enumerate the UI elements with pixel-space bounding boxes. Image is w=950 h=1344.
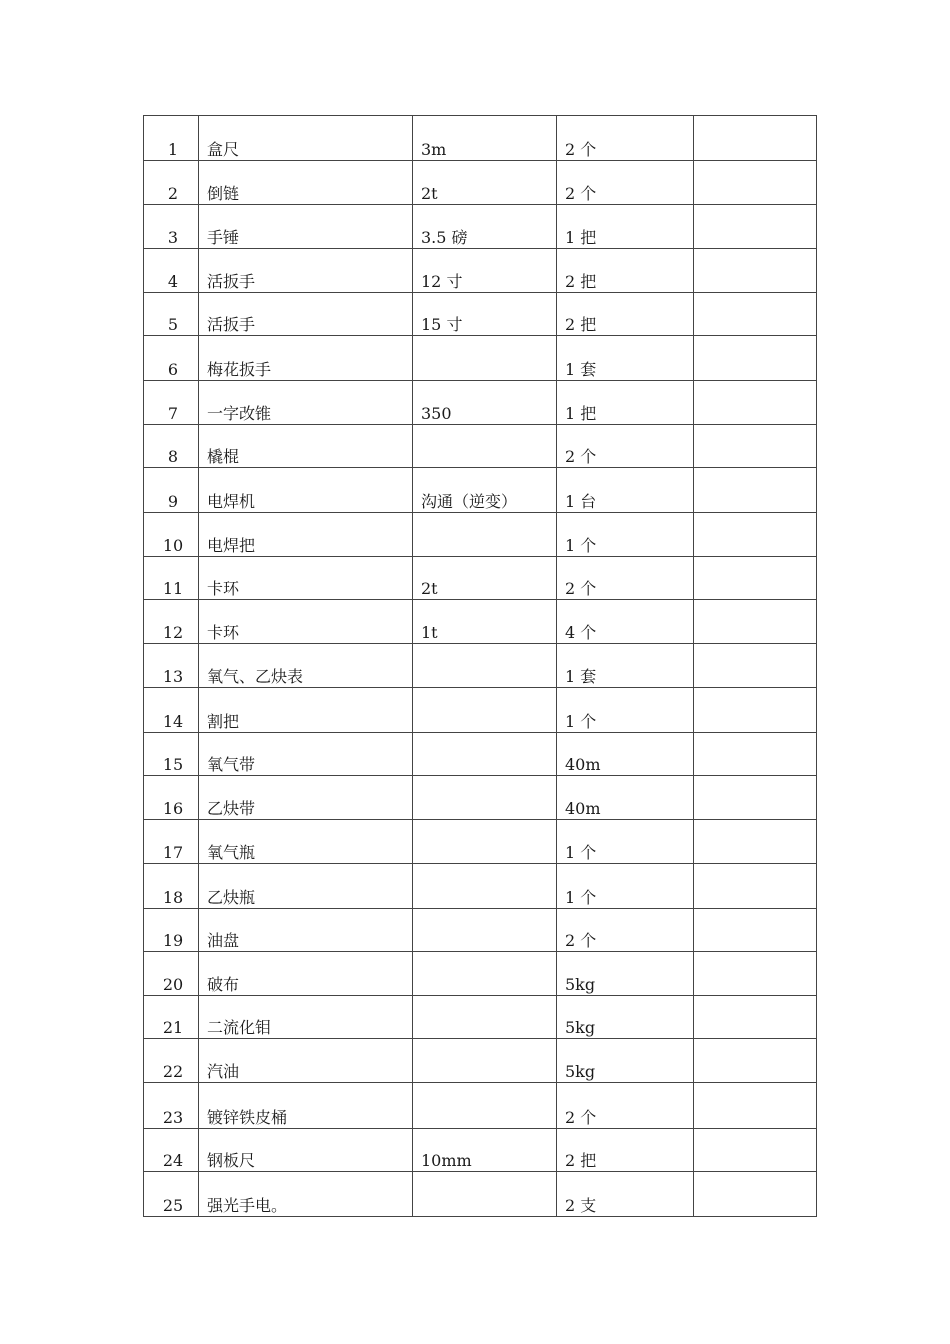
tool-name-cell bbox=[199, 688, 413, 733]
row-number-text: 7 bbox=[167, 404, 179, 423]
row-number-cell bbox=[144, 909, 199, 952]
tool-note-cell bbox=[694, 909, 817, 952]
tool-note-cell bbox=[694, 116, 817, 161]
row-number-cell bbox=[144, 293, 199, 336]
table-row bbox=[144, 1039, 817, 1083]
tool-spec-cell bbox=[413, 468, 557, 513]
tool-quantity-text: 2 个 bbox=[565, 140, 597, 159]
tool-spec-cell bbox=[413, 996, 557, 1039]
tool-name-cell bbox=[199, 249, 413, 293]
tool-quantity-cell bbox=[557, 688, 694, 733]
tool-name-cell bbox=[199, 644, 413, 688]
tool-quantity-text: 1 个 bbox=[565, 712, 597, 731]
tool-note-cell bbox=[694, 381, 817, 425]
tool-quantity-cell bbox=[557, 336, 694, 381]
tool-spec-cell bbox=[413, 293, 557, 336]
tool-spec-text: 350 bbox=[421, 404, 452, 423]
tool-note-cell bbox=[694, 249, 817, 293]
row-number-cell bbox=[144, 688, 199, 733]
row-number-cell bbox=[144, 381, 199, 425]
tool-name-text: 一字改锥 bbox=[207, 404, 272, 423]
tool-name-cell bbox=[199, 425, 413, 468]
tool-name-text: 乙炔瓶 bbox=[207, 888, 256, 907]
tool-name-text: 橇棍 bbox=[207, 447, 240, 466]
row-number-cell bbox=[144, 820, 199, 864]
tool-name-text: 氧气带 bbox=[207, 755, 256, 774]
tool-name-text: 活扳手 bbox=[207, 315, 256, 334]
row-number-text: 16 bbox=[162, 799, 184, 818]
tool-quantity-text: 2 个 bbox=[565, 579, 597, 598]
tool-spec-cell bbox=[413, 1129, 557, 1172]
tool-quantity-cell bbox=[557, 600, 694, 644]
table-row bbox=[144, 820, 817, 864]
tool-quantity-text: 1 套 bbox=[565, 667, 597, 686]
tool-name-cell bbox=[199, 600, 413, 644]
tool-spec-cell bbox=[413, 249, 557, 293]
tool-spec-text: 2t bbox=[421, 184, 438, 203]
tool-name-text: 汽油 bbox=[207, 1062, 240, 1081]
row-number-text: 6 bbox=[167, 360, 179, 379]
tool-quantity-text: 40m bbox=[565, 799, 601, 818]
tool-quantity-cell bbox=[557, 820, 694, 864]
tool-name-text: 油盘 bbox=[207, 931, 240, 950]
tool-spec-text: 12 寸 bbox=[421, 272, 463, 291]
row-number-text: 21 bbox=[162, 1018, 184, 1037]
tool-note-cell bbox=[694, 336, 817, 381]
row-number-cell bbox=[144, 733, 199, 776]
table-row bbox=[144, 644, 817, 688]
tool-quantity-text: 5kg bbox=[565, 1062, 596, 1081]
table-row bbox=[144, 688, 817, 733]
tool-name-text: 二流化钼 bbox=[207, 1018, 272, 1037]
tool-name-text: 强光手电。 bbox=[207, 1196, 288, 1215]
tool-spec-cell bbox=[413, 909, 557, 952]
tool-name-cell bbox=[199, 820, 413, 864]
tool-name-cell bbox=[199, 381, 413, 425]
tool-name-text: 乙炔带 bbox=[207, 799, 256, 818]
tool-note-cell bbox=[694, 293, 817, 336]
tool-name-cell bbox=[199, 557, 413, 600]
tool-quantity-text: 1 台 bbox=[565, 492, 597, 511]
tool-quantity-text: 5kg bbox=[565, 1018, 596, 1037]
row-number-cell bbox=[144, 249, 199, 293]
tool-quantity-text: 1 把 bbox=[565, 228, 597, 247]
row-number-text: 4 bbox=[167, 272, 179, 291]
tool-name-text: 破布 bbox=[207, 975, 240, 994]
tool-name-text: 氧气瓶 bbox=[207, 843, 256, 862]
row-number-text: 8 bbox=[167, 447, 179, 466]
tool-note-cell bbox=[694, 1039, 817, 1083]
row-number-cell bbox=[144, 1172, 199, 1217]
row-number-text: 5 bbox=[167, 315, 179, 334]
tool-note-cell bbox=[694, 161, 817, 205]
table-row bbox=[144, 557, 817, 600]
row-number-cell bbox=[144, 864, 199, 909]
row-number-text: 17 bbox=[162, 843, 184, 862]
table-row bbox=[144, 996, 817, 1039]
tool-quantity-cell bbox=[557, 996, 694, 1039]
tool-spec-text: 10mm bbox=[421, 1151, 472, 1170]
tool-name-text: 电焊把 bbox=[207, 536, 256, 555]
tool-spec-text: 1t bbox=[421, 623, 438, 642]
row-number-text: 22 bbox=[162, 1062, 184, 1081]
table-row bbox=[144, 249, 817, 293]
row-number-cell bbox=[144, 513, 199, 557]
tool-name-cell bbox=[199, 1172, 413, 1217]
tool-spec-cell bbox=[413, 336, 557, 381]
tool-spec-text: 沟通（逆变） bbox=[421, 492, 518, 511]
tool-quantity-cell bbox=[557, 293, 694, 336]
tool-spec-text: 15 寸 bbox=[421, 315, 463, 334]
tool-quantity-text: 2 支 bbox=[565, 1196, 597, 1215]
tool-quantity-text: 2 个 bbox=[565, 184, 597, 203]
tool-name-cell bbox=[199, 1039, 413, 1083]
tool-quantity-cell bbox=[557, 249, 694, 293]
row-number-cell bbox=[144, 776, 199, 820]
tool-spec-cell bbox=[413, 688, 557, 733]
tool-note-cell bbox=[694, 468, 817, 513]
table-row bbox=[144, 600, 817, 644]
tool-quantity-cell bbox=[557, 557, 694, 600]
tool-spec-cell bbox=[413, 864, 557, 909]
row-number-text: 12 bbox=[162, 623, 184, 642]
tool-note-cell bbox=[694, 733, 817, 776]
tool-spec-cell bbox=[413, 557, 557, 600]
table-row bbox=[144, 864, 817, 909]
tool-quantity-cell bbox=[557, 161, 694, 205]
tool-quantity-cell bbox=[557, 425, 694, 468]
row-number-cell bbox=[144, 1039, 199, 1083]
row-number-text: 20 bbox=[162, 975, 184, 994]
row-number-text: 3 bbox=[167, 228, 179, 247]
tool-quantity-cell bbox=[557, 468, 694, 513]
tool-note-cell bbox=[694, 688, 817, 733]
tool-spec-cell bbox=[413, 644, 557, 688]
row-number-text: 11 bbox=[162, 579, 184, 598]
tool-note-cell bbox=[694, 644, 817, 688]
tool-quantity-cell bbox=[557, 116, 694, 161]
tools-table-body bbox=[144, 116, 817, 1217]
tool-note-cell bbox=[694, 952, 817, 996]
table-row bbox=[144, 468, 817, 513]
tool-quantity-text: 1 个 bbox=[565, 843, 597, 862]
table-row bbox=[144, 952, 817, 996]
tool-quantity-text: 40m bbox=[565, 755, 601, 774]
row-number-cell bbox=[144, 952, 199, 996]
tool-quantity-text: 2 把 bbox=[565, 315, 597, 334]
tool-spec-cell bbox=[413, 425, 557, 468]
tool-name-text: 卡环 bbox=[207, 623, 240, 642]
row-number-text: 19 bbox=[162, 931, 184, 950]
row-number-cell bbox=[144, 996, 199, 1039]
row-number-cell bbox=[144, 116, 199, 161]
tool-name-cell bbox=[199, 952, 413, 996]
row-number-text: 2 bbox=[167, 184, 179, 203]
tool-quantity-cell bbox=[557, 1039, 694, 1083]
table-row bbox=[144, 733, 817, 776]
tool-name-cell bbox=[199, 116, 413, 161]
row-number-cell bbox=[144, 336, 199, 381]
tool-note-cell bbox=[694, 600, 817, 644]
tool-name-cell bbox=[199, 864, 413, 909]
tool-name-cell bbox=[199, 205, 413, 249]
tool-name-cell bbox=[199, 161, 413, 205]
tool-spec-cell bbox=[413, 161, 557, 205]
tool-quantity-cell bbox=[557, 776, 694, 820]
tool-quantity-text: 2 个 bbox=[565, 447, 597, 466]
tool-quantity-cell bbox=[557, 733, 694, 776]
table-row bbox=[144, 1129, 817, 1172]
tool-quantity-cell bbox=[557, 381, 694, 425]
table-row bbox=[144, 336, 817, 381]
tool-name-text: 活扳手 bbox=[207, 272, 256, 291]
row-number-cell bbox=[144, 1083, 199, 1129]
tool-quantity-cell bbox=[557, 1083, 694, 1129]
row-number-cell bbox=[144, 644, 199, 688]
row-number-text: 23 bbox=[162, 1108, 184, 1127]
tool-name-text: 盒尺 bbox=[207, 140, 240, 159]
tool-name-text: 镀锌铁皮桶 bbox=[207, 1108, 288, 1127]
tool-quantity-text: 1 个 bbox=[565, 888, 597, 907]
tool-quantity-text: 2 个 bbox=[565, 931, 597, 950]
table-row bbox=[144, 161, 817, 205]
table-row bbox=[144, 776, 817, 820]
row-number-text: 10 bbox=[162, 536, 184, 555]
table-row bbox=[144, 205, 817, 249]
row-number-text: 24 bbox=[162, 1151, 184, 1170]
row-number-cell bbox=[144, 557, 199, 600]
tool-quantity-cell bbox=[557, 1172, 694, 1217]
tool-spec-cell bbox=[413, 820, 557, 864]
row-number-text: 1 bbox=[167, 140, 179, 159]
tool-quantity-cell bbox=[557, 644, 694, 688]
tool-name-cell bbox=[199, 996, 413, 1039]
tool-quantity-cell bbox=[557, 205, 694, 249]
row-number-text: 14 bbox=[162, 712, 184, 731]
tool-note-cell bbox=[694, 1129, 817, 1172]
tool-name-cell bbox=[199, 1129, 413, 1172]
tool-spec-cell bbox=[413, 733, 557, 776]
tool-note-cell bbox=[694, 820, 817, 864]
tool-spec-text: 3.5 磅 bbox=[421, 228, 468, 247]
tool-name-cell bbox=[199, 513, 413, 557]
tool-note-cell bbox=[694, 864, 817, 909]
tool-note-cell bbox=[694, 996, 817, 1039]
tool-name-cell bbox=[199, 909, 413, 952]
tool-name-cell bbox=[199, 733, 413, 776]
tool-name-text: 钢板尺 bbox=[207, 1151, 256, 1170]
tool-spec-cell bbox=[413, 600, 557, 644]
table-row bbox=[144, 381, 817, 425]
tool-spec-cell bbox=[413, 116, 557, 161]
tool-quantity-cell bbox=[557, 1129, 694, 1172]
tool-note-cell bbox=[694, 205, 817, 249]
table-row bbox=[144, 909, 817, 952]
row-number-text: 18 bbox=[162, 888, 184, 907]
tool-spec-cell bbox=[413, 1083, 557, 1129]
table-row bbox=[144, 116, 817, 161]
tool-quantity-text: 2 把 bbox=[565, 272, 597, 291]
row-number-cell bbox=[144, 161, 199, 205]
tool-spec-cell bbox=[413, 205, 557, 249]
row-number-text: 15 bbox=[162, 755, 184, 774]
tool-quantity-text: 1 个 bbox=[565, 536, 597, 555]
tool-name-text: 电焊机 bbox=[207, 492, 256, 511]
row-number-cell bbox=[144, 205, 199, 249]
tool-name-cell bbox=[199, 468, 413, 513]
tool-quantity-cell bbox=[557, 952, 694, 996]
tool-quantity-text: 2 个 bbox=[565, 1108, 597, 1127]
tool-note-cell bbox=[694, 776, 817, 820]
tool-spec-text: 2t bbox=[421, 579, 438, 598]
tool-quantity-cell bbox=[557, 513, 694, 557]
tool-name-text: 氧气、乙炔表 bbox=[207, 667, 304, 686]
tools-table bbox=[143, 115, 817, 1217]
tool-quantity-cell bbox=[557, 864, 694, 909]
tool-name-cell bbox=[199, 336, 413, 381]
tool-spec-cell bbox=[413, 513, 557, 557]
row-number-cell bbox=[144, 425, 199, 468]
row-number-cell bbox=[144, 468, 199, 513]
tool-quantity-text: 2 把 bbox=[565, 1151, 597, 1170]
tool-name-text: 割把 bbox=[207, 712, 240, 731]
tool-quantity-text: 1 套 bbox=[565, 360, 597, 379]
tool-name-cell bbox=[199, 776, 413, 820]
tool-name-cell bbox=[199, 293, 413, 336]
tool-name-text: 手锤 bbox=[207, 228, 240, 247]
tool-spec-cell bbox=[413, 776, 557, 820]
tool-name-text: 倒链 bbox=[207, 184, 240, 203]
tool-note-cell bbox=[694, 513, 817, 557]
tool-name-cell bbox=[199, 1083, 413, 1129]
tool-spec-cell bbox=[413, 1039, 557, 1083]
row-number-text: 9 bbox=[167, 492, 179, 511]
tool-spec-text: 3m bbox=[421, 140, 447, 159]
tool-note-cell bbox=[694, 1083, 817, 1129]
tool-spec-cell bbox=[413, 1172, 557, 1217]
tool-quantity-text: 1 把 bbox=[565, 404, 597, 423]
tool-name-text: 梅花扳手 bbox=[207, 360, 272, 379]
tool-quantity-text: 5kg bbox=[565, 975, 596, 994]
tool-note-cell bbox=[694, 1172, 817, 1217]
row-number-cell bbox=[144, 600, 199, 644]
tool-note-cell bbox=[694, 425, 817, 468]
row-number-cell bbox=[144, 1129, 199, 1172]
row-number-text: 13 bbox=[162, 667, 184, 686]
tool-spec-cell bbox=[413, 952, 557, 996]
table-row bbox=[144, 293, 817, 336]
tool-name-text: 卡环 bbox=[207, 579, 240, 598]
table-row bbox=[144, 1083, 817, 1129]
table-row bbox=[144, 513, 817, 557]
table-row bbox=[144, 425, 817, 468]
tool-spec-cell bbox=[413, 381, 557, 425]
row-number-text: 25 bbox=[162, 1196, 184, 1215]
tool-quantity-text: 4 个 bbox=[565, 623, 597, 642]
tool-note-cell bbox=[694, 557, 817, 600]
table-row bbox=[144, 1172, 817, 1217]
tool-quantity-cell bbox=[557, 909, 694, 952]
